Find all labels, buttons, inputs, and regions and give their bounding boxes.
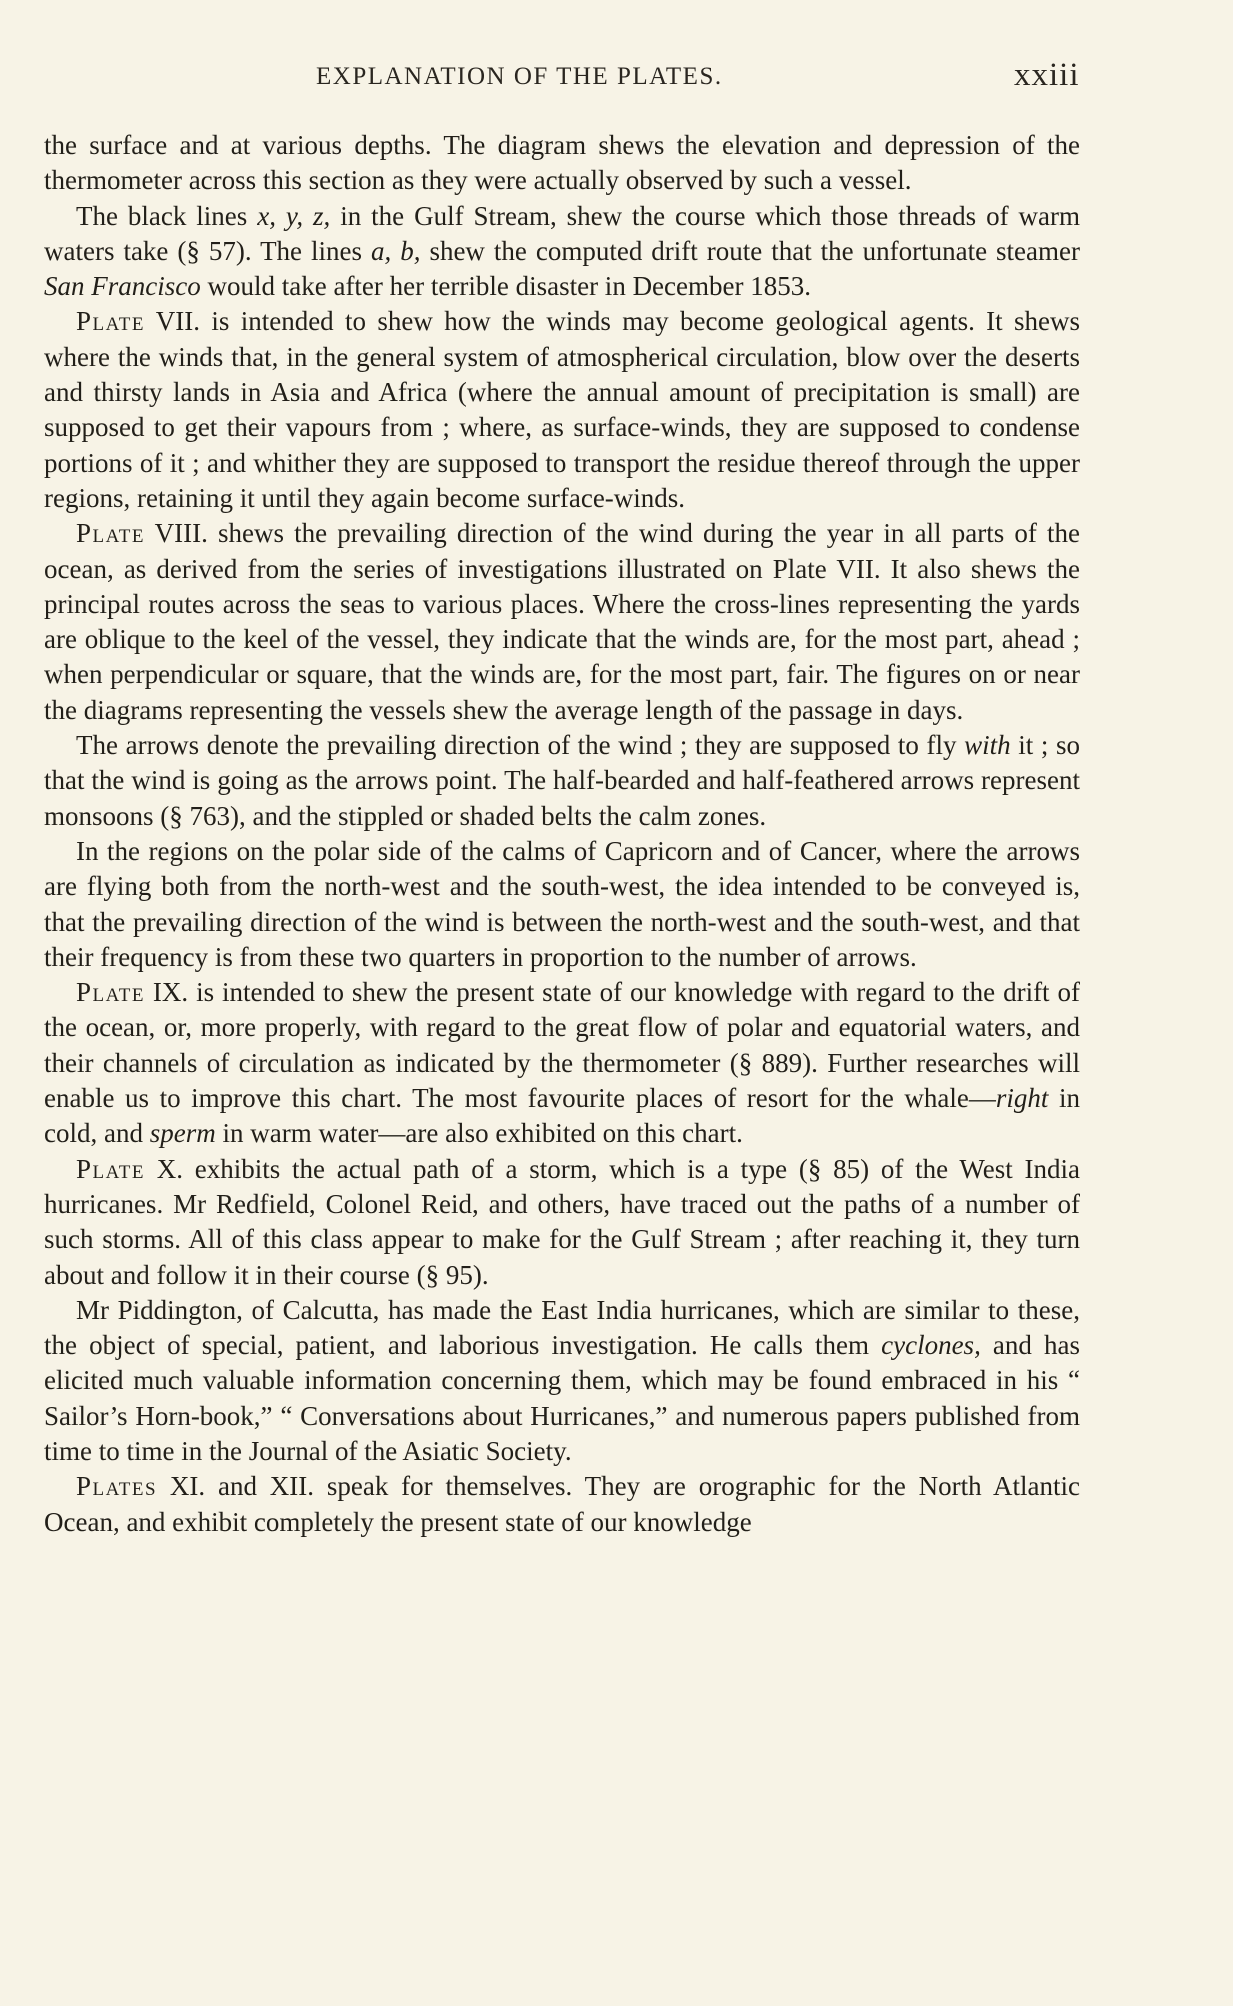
text-run: In the regions on the polar side of the calms of Capricorn and of Cancer, where the arrows are flying both from the north-west and the south-west, the idea intended to be conveyed is, that the prevailing direction of the wind is between the north-west and the south-west, and that their frequency is from these two quarters in proportion to the number of arrows.	[44, 835, 1080, 972]
text-run: in the Gulf Stream, shew the course which those threads of warm waters take (§ 57). The lines	[44, 200, 1080, 266]
body-text	[44, 128, 1080, 1540]
text-run: in warm water—are also exhibited on this chart.	[215, 1118, 743, 1149]
text-run: The arrows denote the prevailing direction of the wind ; they are supposed to fly	[76, 730, 965, 761]
text-run: the surface and at various depths. The diagram shews the elevation and depression of the thermometer across this section as they were actually observed by such a vessel.	[44, 130, 1080, 196]
text-run: in cold, and	[44, 1083, 1080, 1149]
paragraph	[44, 728, 1080, 834]
paragraph	[44, 1152, 1080, 1293]
paragraph	[44, 128, 1080, 199]
paragraph	[44, 1293, 1080, 1469]
running-title: EXPLANATION OF THE PLATES.	[316, 63, 723, 90]
smallcaps-run: Plates	[76, 1471, 158, 1502]
text-run: would take after her terrible disaster in December 1853.	[200, 271, 811, 302]
text-run: The black lines	[76, 200, 258, 231]
text-run: IX. is intended to shew the present state of our knowledge with regard to the drift of the ocean, or, more properly, with regard to the great flow of polar and equatorial waters, and their channels of circulation as indicated by the thermometer (§ 889). Further researches will enable us to improve this chart. The most favourite places of resort for the whale—	[44, 977, 1080, 1114]
text-run: it ; so that the wind is going as the arrows point. The half-bearded and half-feathered arrows represent monsoons (§ 763), and the stippled or shaded belts the calm zones.	[44, 730, 1081, 831]
italic-run: sperm	[149, 1118, 216, 1149]
italic-run: cyclones,	[881, 1330, 981, 1361]
smallcaps-run: Plate	[76, 977, 145, 1008]
smallcaps-run: Plate	[76, 306, 145, 337]
paragraph	[44, 304, 1080, 516]
smallcaps-run: Plate	[76, 518, 145, 549]
paragraph	[44, 199, 1080, 305]
page-number: xxiii	[1014, 57, 1080, 93]
text-run: Mr Piddington, of Calcutta, has made the East India hurricanes, which are similar to these, the object of special, patient, and laborious investigation. He calls them	[44, 1294, 1080, 1361]
paragraph	[44, 834, 1080, 975]
paragraph	[44, 1469, 1080, 1540]
running-header	[0, 55, 1233, 95]
italic-run: x, y, z,	[257, 200, 331, 231]
text-run: XI. and XII. speak for themselves. They are orographic for the North Atlantic Ocean, and exhibit completely the present state of our knowledge	[44, 1471, 1080, 1537]
paragraph	[44, 975, 1080, 1151]
italic-run: with	[964, 730, 1011, 761]
text-run: VII. is intended to shew how the winds may become geological agents. It shews where the winds that, in the general system of atmospherical circulation, blow over the deserts and thirsty lands in Asia and Africa (where the annual amount of precipitation is small) are supposed to get their vapours from ; where, as surface-winds, they are supposed to condense portions of it ; and whither they are supposed to transport the residue thereof through the upper regions, retaining it until they again become surface-winds.	[44, 306, 1080, 513]
paragraph	[44, 516, 1080, 728]
text-run: VIII. shews the prevailing direction of the wind during the year in all parts of the ocean, as derived from the series of investigations illustrated on Plate VII. It also shews the principal routes across the seas to various places. Where the cross-lines representing the yards are oblique to the keel of the vessel, they indicate that the winds are, for the most part, ahead ; when perpendicular or square, that the winds are, for the most part, fair. The figures on or near the diagrams representing the vessels shew the average length of the passage in days.	[44, 518, 1080, 725]
italic-run: right	[995, 1083, 1049, 1114]
text-run: X. exhibits the actual path of a storm, which is a type (§ 85) of the West India hurricanes. Mr Redfield, Colonel Reid, and others, have traced out the paths of a number of such storms. All of this class appear to make for the Gulf Stream ; after reaching it, they turn about and follow it in their course (§ 95).	[44, 1153, 1080, 1290]
text-run: and has elicited much valuable information concerning them, which may be found embraced in his “ Sailor’s Horn-book,” “ Conversations about Hurricanes,” and numerous papers published from time to time in the Journal of the Asiatic Society.	[44, 1330, 1081, 1466]
italic-run: San Francisco	[44, 271, 201, 302]
italic-run: a, b,	[370, 235, 421, 266]
smallcaps-run: Plate	[76, 1153, 145, 1184]
text-run: shew the computed drift route that the unfortunate steamer	[420, 235, 1080, 266]
